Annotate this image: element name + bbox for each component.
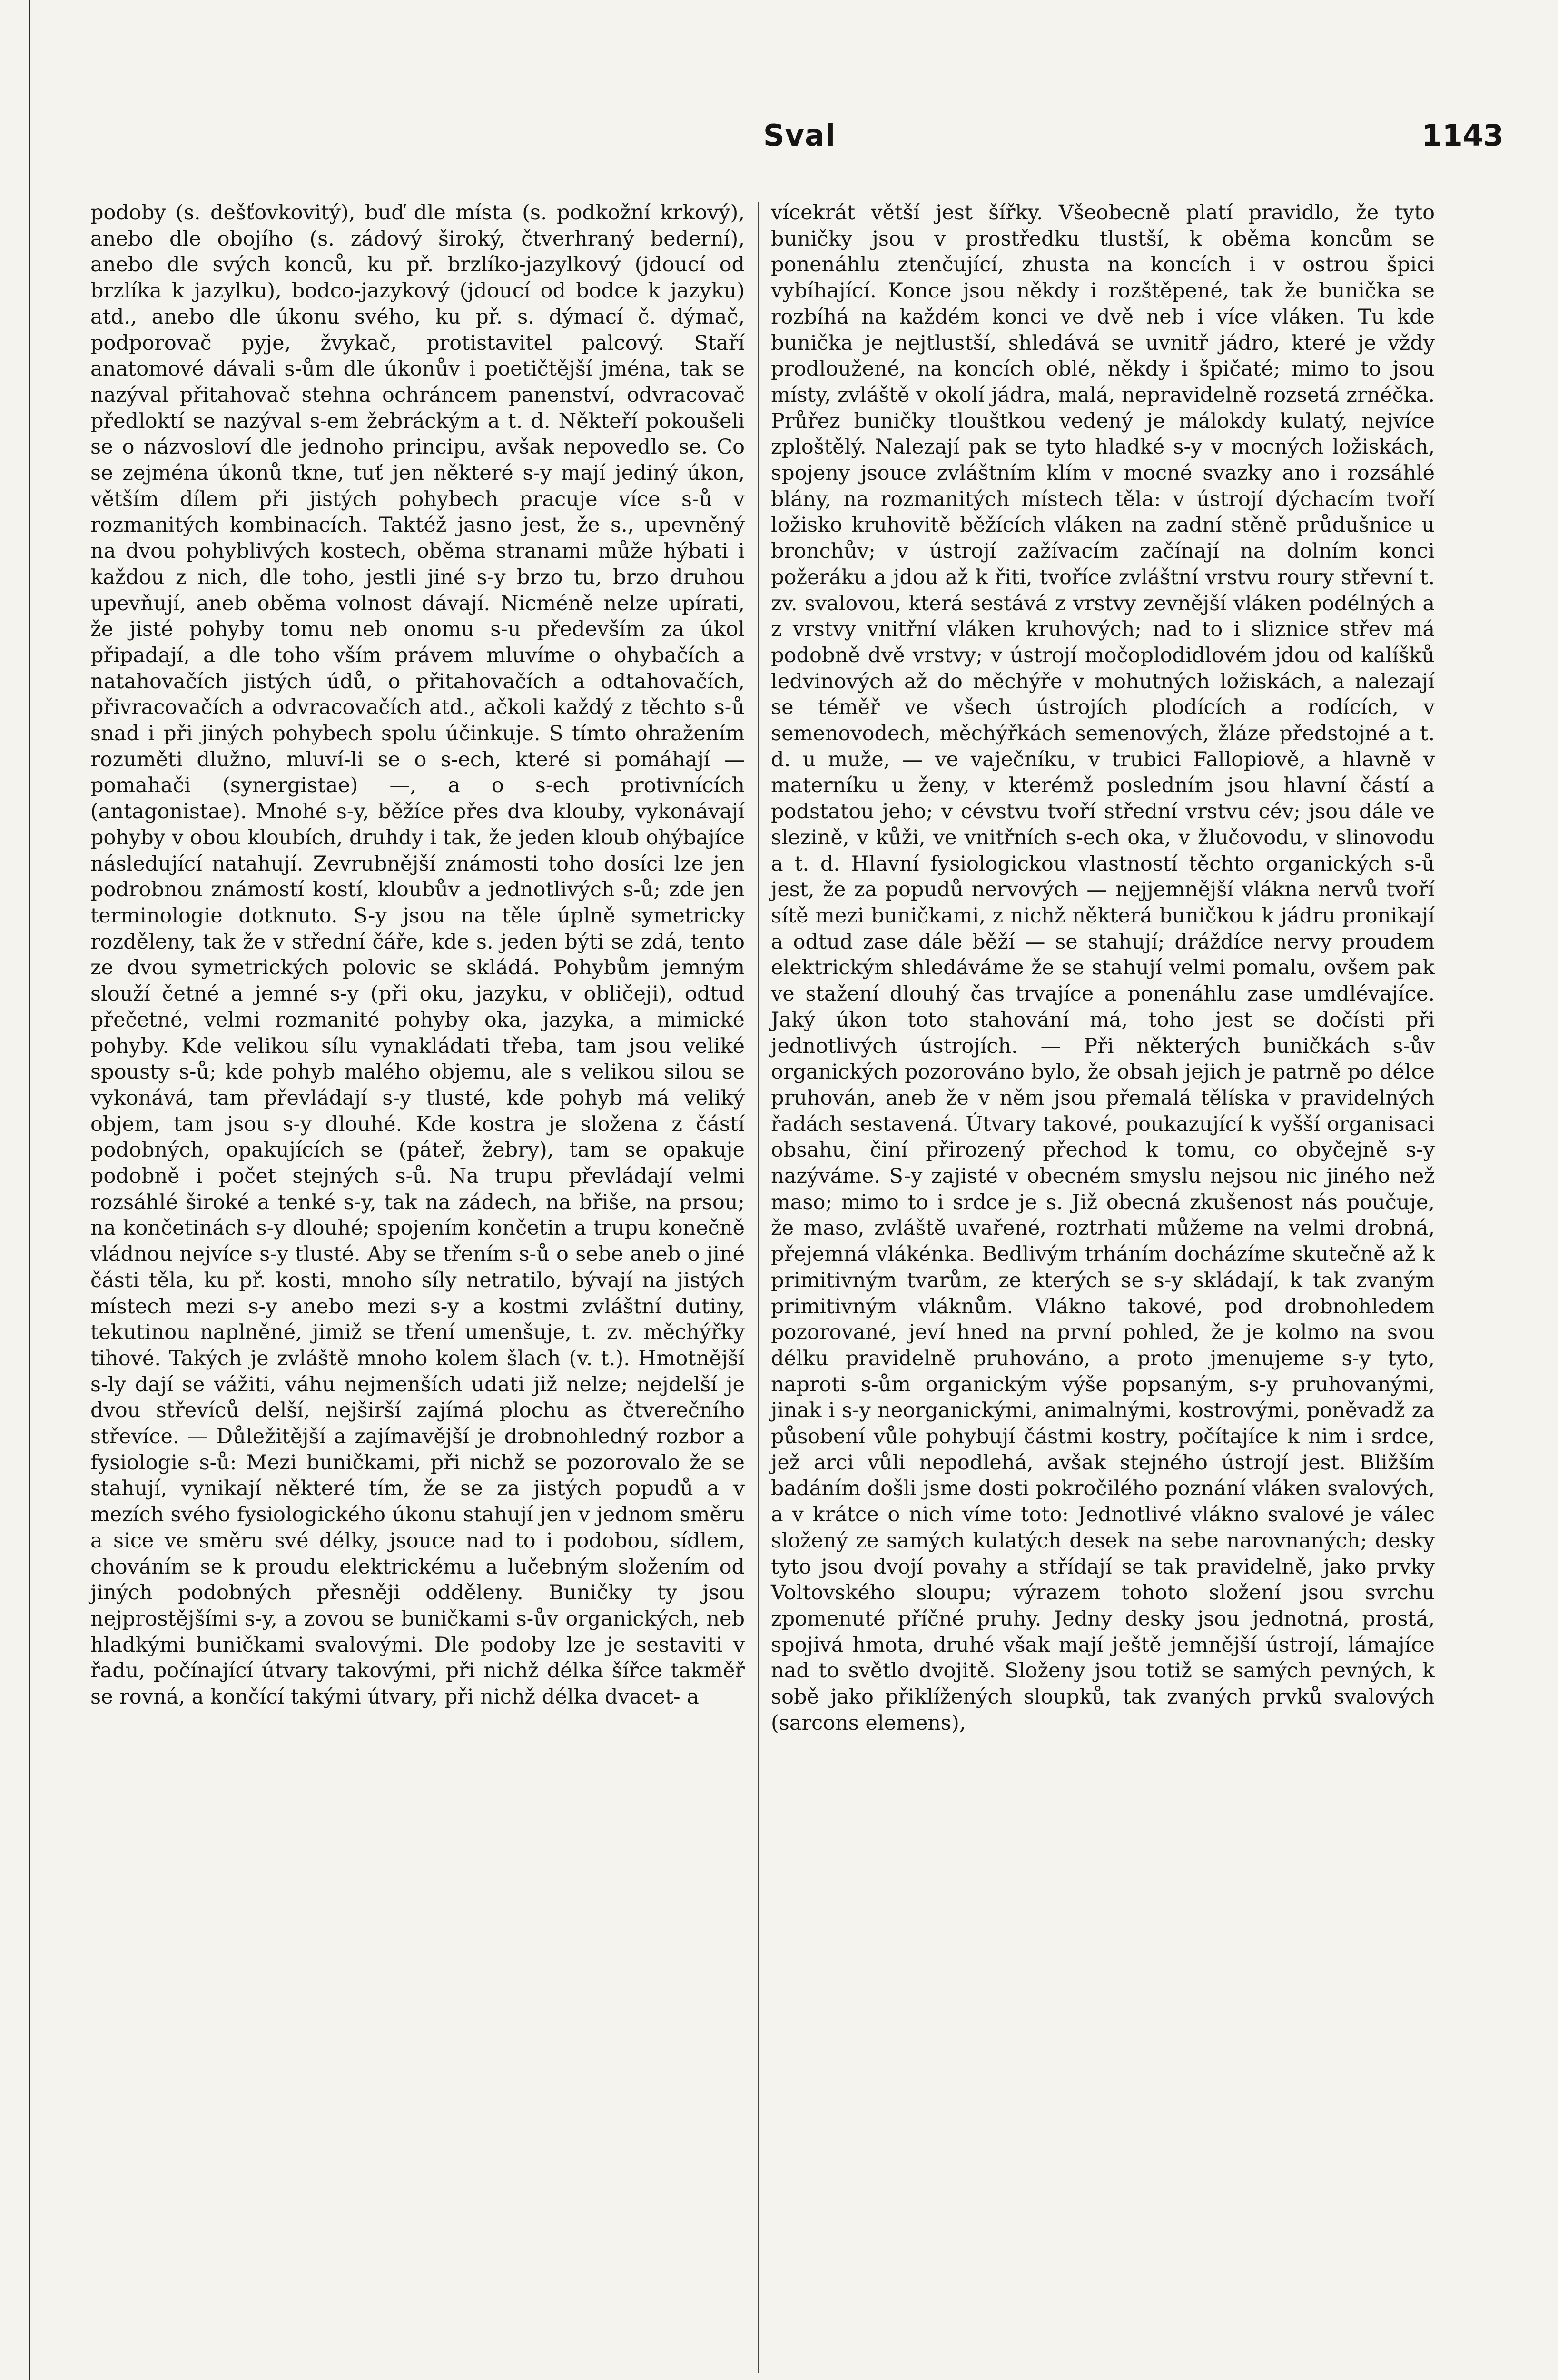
right-column-paragraph: vícekrát větší jest šířky. Všeobecně platí pravidlo, že tyto buničky jsou v prostředku tlustší, k oběma koncům se ponenáhlu ztenčující, zhusta na koncích i v ostrou špici vybíhající. Konce jsou někdy i rozštěpené, tak že bunička se rozbíhá na každém konci ve dvě neb i více vláken. Tu kde bunička je nejtlustší, shledává se uvnitř jádro, které je vždy prodloužené, na koncích oblé, někdy i špičaté; mimo to jsou místy, zvláště v okolí jádra, malá, nepravidelně rozsetá zrnéčka. Průřez buničky tlouštkou vedený je málokdy kulatý, nejvíce zploštělý. Nalezají pak se tyto hladké s-y v mocných ložiskách, spojeny jsouce zvláštním klím v mocné svazky ano i rozsáhlé blány, na rozmanitých místech těla: v ústrojí dýchacím tvoří ložisko kruhovitě běžících vláken na zadní stěně průdušnice u bronchův; v ústrojí zažívacím začínají na dolním konci požeráku a jdou až k řiti, tvoříce zvláštní vrstvu roury střevní t. zv. svalovou, která sestává z vrstvy zevnější vláken podélných a z vrstvy vnitřní vláken kruhových; nad to i sliznice střev má podobně dvě vrstvy; v ústrojí močoplodidlovém jdou od kalíšků ledvinových až do měchýře v mohutných ložiskách, a nalezají se téměř ve všech ústrojích plodících a rodících, v semenovodech, měchýřkách semenových, žláze předstojné a t. d. u muže, — ve vaječníku, v trubici Fallopiově, a hlavně v materníku u ženy, v kterémž posledním jsou hlavní částí a podstatou jeho; v cévstvu tvoří střední vrstvu cév; jsou dále ve slezině, v kůži, ve vnitřních s-ech oka, v žlučovodu, v slinovodu a t. d. Hlavní fysiologickou vlastností těchto organických s-ů jest, že za popudů nervových — nejjemnější vlákna nervů tvoří sítě mezi buničkami, z nichž některá buničkou k jádru pronikají a odtud zase dále běží — se stahují; dráždíce nervy proudem elektrickým shledáváme že se stahují velmi pomalu, ovšem pak ve stažení dlouhý čas trvajíce a ponenáhlu zase umdlévajíce. Jaký úkon toto stahování má, toho jest se dočísti při jednotlivých ústrojích. — Při některých buničkách s-ův organických pozorováno bylo, že obsah jejich je patrně po délce pruhován, aneb že v něm jsou přemalá tělíska v pravidelných řadách sestavená. Útvary takové, poukazující k vyšší organisaci obsahu, činí přirozený přechod k tomu, co obyčejně s-y nazýváme. S-y zajisté v obecném smyslu nejsou nic jiného než maso; mimo to i srdce je s. Již obecná zkušenost nás poučuje, že maso, zvláště uvařené, roztrhati můžeme na velmi drobná, přejemná vlákénka. Bedlivým trháním docházíme skutečně až k primitivným tvarům, ze kterých se s-y skládají, k tak zvaným primitivným vláknům. Vlákno takové, pod drobnohledem pozorované, jeví hned na první pohled, že je kolmo na svou délku pravidelně pruhováno, a proto jmenujeme s-y tyto, naproti s-ům organickým výše popsaným, s-y pruhovanými, jinak i s-y neorganickými, animalnými, kostrovými, poněvadž za působení vůle pohybují částmi kostry, počítajíce k nim i srdce, jež arci vůli nepodlehá, avšak stejného ústrojí jest. Bližším badáním došli jsme dosti pokročilého poznání vláken svalových, a v krátce o nich víme toto: Jednotlivé vlákno svalové je válec složený ze samých kulatých desek na sebe narovnaných; desky tyto jsou dvojí povahy a střídají se tak pravidelně, jako prvky Voltovského sloupu; výrazem tohoto složení jsou svrchu zpomenuté příčné pruhy. Jedny desky jsou jednotná, prostá, spojivá hmota, druhé však mají ještě jemnější ústrojí, lámajíce nad to světlo dvojitě. Složeny jsou totiž se samých pevných, k sobě jako přiklížených sloupků, tak zvaných prvků svalových (sarcons elemens), — [771, 201, 1435, 1735]
scan-edge-line — [29, 0, 30, 2380]
page-header — [95, 118, 1504, 161]
running-head-title: Sval — [763, 118, 836, 153]
right-text-column — [771, 200, 1435, 1736]
left-column-paragraph: podoby (s. dešťovkovitý), buď dle místa (s. podkožní krkový), anebo dle obojího (s. zádový široký, čtverhraný bederní), anebo dle svých konců, ku př. brzlíko-jazylkový (jdoucí od brzlíka k jazylku), bodco-jazykový (jdoucí od bodce k jazyku) atd., anebo dle úkonu svého, ku př. s. dýmací č. dýmač, podporovač pyje, žvykač, protistavitel palcový. Staří anatomové dávali s-ům dle úkonův i poetičtější jména, tak se nazýval přitahovač stehna ochráncem panenství, odvracovač předloktí se nazýval s-em žebráckým a t. d. Někteří pokoušeli se o názvosloví dle jednoho principu, avšak nepovedlo se. Co se zejména úkonů tkne, tuť jen některé s-y mají jediný úkon, větším dílem při jistých pohybech pracuje více s-ů v rozmanitých kombinacích. Taktéž jasno jest, že s., upevněný na dvou pohyblivých kostech, oběma stranami může hýbati i každou z nich, dle toho, jestli jiné s-y brzo tu, brzo druhou upevňují, aneb oběma volnost dávají. Nicméně nelze upírati, že jisté pohyby tomu neb onomu s-u především za úkol připadají, a dle toho vším právem mluvíme o ohybačích a natahovačích jistých údů, o přitahovačích a odtahovačích, přivracovačích a odvracovačích atd., ačkoli každý z těchto s-ů snad i při jiných pohybech spolu účinkuje. S tímto ohražením rozuměti dlužno, mluví-li se o s-ech, které si pomáhají — pomahači (synergistae) —, a o s-ech protivnících (antagonistae). Mnohé s-y, běžíce přes dva klouby, vykonávají pohyby v obou kloubích, druhdy i tak, že jeden kloub ohýbajíce následující natahují. Zevrubnější známosti toho dosíci lze jen podrobnou známostí kostí, kloubův a jednotlivých s-ů; zde jen terminologie dotknuto. S-y jsou na těle úplně symetricky rozděleny, tak že v střední čáře, kde s. jeden býti se zdá, tento ze dvou symetrických polovic se skládá. Pohybům jemným slouží četné a jemné s-y (při oku, jazyku, v obličeji), odtud přečetné, velmi rozmanité pohyby oka, jazyka, a mimické pohyby. Kde velikou sílu vynakládati třeba, tam jsou veliké spousty s-ů; kde pohyb malého objemu, ale s velikou silou se vykonává, tam převládají s-y tlusté, kde pohyb má veliký objem, tam jsou s-y dlouhé. Kde kostra je složena z částí podobných, opakujících se (páteř, žebry), tam se opakuje podobně i počet stejných s-ů. Na trupu převládají velmi rozsáhlé široké a tenké s-y, tak na zádech, na břiše, na prsou; na končetinách s-y dlouhé; spojením končetin a trupu konečně vládnou nejvíce s-y tlusté. Aby se třením s-ů o sebe aneb o jiné části těla, ku př. kosti, mnoho síly netratilo, bývají na jistých místech mezi s-y anebo mezi s-y a kostmi zvláštní dutiny, tekutinou naplněné, jimiž se tření umenšuje, t. zv. měchýřky tihové. Takých je zvláště mnoho kolem šlach (v. t.). Hmotnější s-ly dají se vážiti, váhu nejmenších udati již nelze; nejdelší je dvou střevíců delší, nejširší zajímá plochu as čtverečního střevíce. — Důležitější a zajímavější je drobnohledný rozbor a fysiologie s-ů: Mezi buničkami, při nichž se pozorovalo že se stahují, vynikají některé tím, že se za jistých popudů a v mezích svého fysiologického úkonu stahují jen v jednom směru a sice ve směru své délky, jsouce nad to i podobou, sídlem, chováním se k proudu elektrickému a lučebným složením od jiných podobných přesněji odděleny. Buničky ty jsou nejprostějšími s-y, a zovou se buničkami s-ův organických, neb hladkými buničkami svalovými. Dle podoby lze je sestaviti v řadu, počínající útvary takovými, při nichž délka šířce takměř se rovná, a končící takými útvary, při nichž délka dvacet- a — [90, 201, 745, 1709]
page-number: 1143 — [1421, 118, 1504, 153]
left-text-column — [90, 200, 745, 1710]
column-divider — [758, 202, 759, 2373]
